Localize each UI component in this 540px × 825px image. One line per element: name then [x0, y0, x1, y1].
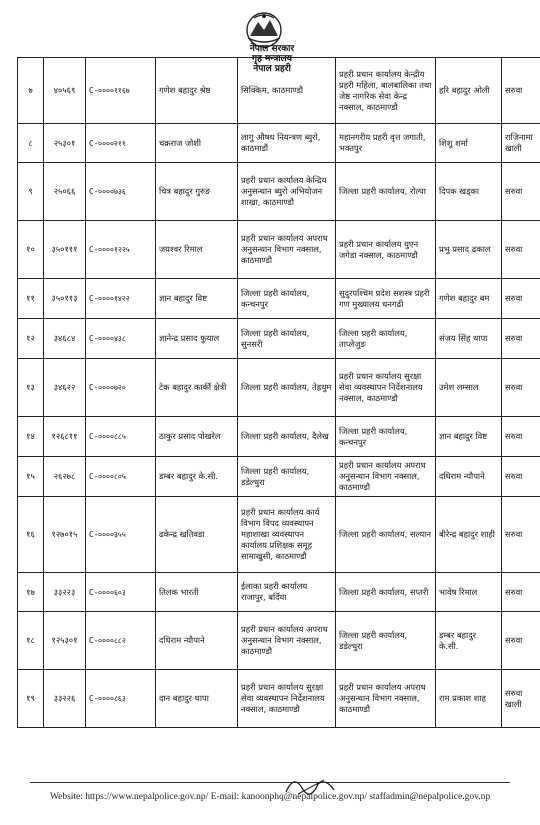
name-cell: चित्र बहादुर गुरुङ	[156, 163, 238, 221]
table-row	[18, 612, 540, 670]
table-row	[18, 417, 540, 457]
to-office-cell: जिल्ला प्रहरी कार्यालय, डडेल्धुरा	[336, 612, 436, 670]
page-footer	[0, 782, 540, 825]
table-row	[18, 359, 540, 417]
name-cell: गणेश बहादुर श्रेष्ठ	[156, 58, 238, 124]
to-office-cell: प्रहरी प्रधान कार्यालय अपराध अनुसन्धान विभाग नक्साल, काठमाण्डौ	[336, 670, 436, 728]
symbol-number-cell: C-००००१२२५	[86, 221, 156, 279]
symbol-number-cell: C-००००१४२२	[86, 279, 156, 319]
table-row	[18, 124, 540, 163]
header-title-line3: नेपाल प्रहरी	[253, 64, 291, 74]
table-row	[18, 573, 540, 612]
from-office-cell: जिल्ला प्रहरी कार्यालय, तेह्रथुम	[238, 359, 336, 417]
exchange-with-cell: राम प्रकाश शाह	[436, 670, 502, 728]
name-cell: ढकेन्द्र खतिवडा	[156, 497, 238, 573]
name-cell: ज्ञानेन्द्र प्रसाद फुयाल	[156, 319, 238, 359]
from-office-cell: जिल्ला प्रहरी कार्यालय, सुनसरी	[238, 319, 336, 359]
serial-number-cell: ९	[18, 163, 44, 221]
exchange-with-cell: दिपक खड्का	[436, 163, 502, 221]
status-cell: सरुवा	[502, 221, 540, 279]
status-cell: सरुवा	[502, 163, 540, 221]
footer-divider	[30, 782, 510, 783]
status-cell: सरुवा	[502, 612, 540, 670]
table-row	[18, 670, 540, 728]
from-office-cell: प्रहरी प्रधान कार्यालय कार्य विभाग विपद व्यवस्थापन महाशाखा व्यवस्थापन कार्यालय प्रशिक्षक समूह सामाखुसी, काठमाण्डौ	[238, 497, 336, 573]
table-row	[18, 497, 540, 573]
police-number-cell: ३३२२३	[44, 573, 86, 612]
name-cell: टेक बहादुर कार्की क्षेत्री	[156, 359, 238, 417]
police-number-cell: २६२७८	[44, 457, 86, 497]
from-office-cell: ईलाका प्रहरी कार्यालय राजापुर, बर्दिया	[238, 573, 336, 612]
table-row	[18, 221, 540, 279]
from-office-cell: प्रहरी प्रधान कार्यालय केन्द्रिय अनुसन्धान ब्युरो अभियोजन शाखा, काठमाण्डौ	[238, 163, 336, 221]
exchange-with-cell: बीरेन्द्र बहादुर शाही	[436, 497, 502, 573]
from-office-cell: जिल्ला प्रहरी कार्यालय, कन्चनपुर	[238, 279, 336, 319]
exchange-with-cell: भावेष रिमाल	[436, 573, 502, 612]
page-header	[0, 0, 540, 74]
symbol-number-cell: C-००००८०५	[86, 457, 156, 497]
from-office-cell: प्रहरी प्रधान कार्यालय सुरक्षा सेवा व्यवस्थापन निर्देशनालय नक्साल, काठमाण्डौ	[238, 670, 336, 728]
exchange-with-cell: दधिराम न्यौपाने	[436, 457, 502, 497]
police-number-cell: १२७०१५	[44, 497, 86, 573]
table-row	[18, 319, 540, 359]
from-office-cell: जिल्ला प्रहरी कार्यालय, डडेल्धुरा	[238, 457, 336, 497]
serial-number-cell: १८	[18, 612, 44, 670]
status-cell: सरुवा	[502, 497, 540, 573]
status-cell: सरुवा	[502, 457, 540, 497]
serial-number-cell: १६	[18, 497, 44, 573]
name-cell: दान बहादुर थापा	[156, 670, 238, 728]
serial-number-cell: १७	[18, 573, 44, 612]
name-cell: चक्रराज जोशी	[156, 124, 238, 163]
table-row	[18, 58, 540, 124]
exchange-with-cell: शिशु शर्मा	[436, 124, 502, 163]
header-title-line1: नेपाल सरकार	[249, 44, 295, 54]
from-office-cell: प्रहरी प्रधान कार्यालय अपराध अनुसन्धान विभाग नक्साल, काठमाण्डौ	[238, 612, 336, 670]
table-row	[18, 279, 540, 319]
symbol-number-cell: C-००००६०३	[86, 573, 156, 612]
header-title-line2: गृह मन्त्रालय	[252, 54, 292, 64]
to-office-cell: जिल्ला प्रहरी कार्यालय, कन्चनपुर	[336, 417, 436, 457]
symbol-number-cell: C-००००८६३	[86, 670, 156, 728]
status-cell: सरुवा	[502, 58, 540, 124]
exchange-with-cell: प्रभु प्रसाद ढकाल	[436, 221, 502, 279]
exchange-with-cell: गणेश बहादुर बम	[436, 279, 502, 319]
serial-number-cell: ८	[18, 124, 44, 163]
footer-contact[interactable]: Website: https://www.nepalpolice.gov.np/ E-mail: kanoonphq@nepalpolice.gov.np/ staffadmin@nepalpolice.gov.np	[49, 792, 491, 802]
status-cell: सरुवा	[502, 417, 540, 457]
from-office-cell: लागु औषध नियन्त्रण ब्युरो, काठमाडौं	[238, 124, 336, 163]
police-number-cell: ३४६२२	[44, 359, 86, 417]
police-number-cell: ४०५६९	[44, 58, 86, 124]
police-number-cell: १२५३०१	[44, 612, 86, 670]
transfer-table	[17, 57, 540, 728]
serial-number-cell: १०	[18, 221, 44, 279]
to-office-cell: महानगरीय प्रहरी वृत्त जगाती, भक्तपुर	[336, 124, 436, 163]
status-cell: सरुवा	[502, 573, 540, 612]
police-number-cell: २५३०१	[44, 124, 86, 163]
symbol-number-cell: C-००००७२०	[86, 359, 156, 417]
table-row	[18, 457, 540, 497]
police-number-cell: ३५०१११	[44, 221, 86, 279]
name-cell: तिलक भारती	[156, 573, 238, 612]
symbol-number-cell: C-००००७३६	[86, 163, 156, 221]
serial-number-cell: १९	[18, 670, 44, 728]
symbol-number-cell: C-००००८८२	[86, 612, 156, 670]
police-number-cell: ३३२२६	[44, 670, 86, 728]
police-number-cell: ३५०११३	[44, 279, 86, 319]
from-office-cell: जिल्ला प्रहरी कार्यालय, दैलेख	[238, 417, 336, 457]
serial-number-cell: १३	[18, 359, 44, 417]
symbol-number-cell: C-००००८८५	[86, 417, 156, 457]
symbol-number-cell: C-००००४३८	[86, 319, 156, 359]
symbol-number-cell: C-००००११६७	[86, 58, 156, 124]
to-office-cell: जिल्ला प्रहरी कार्यालय, रोल्पा	[336, 163, 436, 221]
exchange-with-cell: उमेश लम्साल	[436, 359, 502, 417]
name-cell: दधिराम न्यौपाने	[156, 612, 238, 670]
to-office-cell: सुदुरपश्चिम प्रदेश सशस्त्र प्रहरी गण मुख्यालय धनगढी	[336, 279, 436, 319]
from-office-cell: सिक्किम, काठमाण्डौ	[238, 58, 336, 124]
exchange-with-cell: हरि बहादुर ओली	[436, 58, 502, 124]
serial-number-cell: १२	[18, 319, 44, 359]
status-cell: सरुवा	[502, 319, 540, 359]
transfer-table-body	[18, 58, 540, 728]
exchange-with-cell: ज्ञान बहादुर विष्ट	[436, 417, 502, 457]
police-number-cell: २५०६६	[44, 163, 86, 221]
serial-number-cell: १५	[18, 457, 44, 497]
serial-number-cell: ७	[18, 58, 44, 124]
to-office-cell: जिल्ला प्रहरी कार्यालय, ताप्लेजुङ	[336, 319, 436, 359]
to-office-cell: प्रहरी प्रधान कार्यालय केन्द्रीय प्रहरी महिला, बालबालिका तथा जेष्ठ नागरिक सेवा केन्द्र नक्साल, काठमाण्डौ	[336, 58, 436, 124]
to-office-cell: प्रहरी प्रधान कार्यालय युएन जगेडा नक्साल, काठमाण्डौ	[336, 221, 436, 279]
symbol-number-cell: C-००००२११	[86, 124, 156, 163]
status-cell: राजिनामा खाली	[502, 124, 540, 163]
police-number-cell: ३४६८४	[44, 319, 86, 359]
to-office-cell: जिल्ला प्रहरी कार्यालय, सल्यान	[336, 497, 436, 573]
from-office-cell: प्रहरी प्रधान कार्यालय अपराध अनुसन्धान विभाग नक्साल, काठमाण्डौ	[238, 221, 336, 279]
serial-number-cell: ११	[18, 279, 44, 319]
to-office-cell: प्रहरी प्रधान कार्यालय अपराध अनुसन्धान विभाग नक्साल, काठमाण्डौ	[336, 457, 436, 497]
name-cell: डम्बर बहादुर के.सी.	[156, 457, 238, 497]
name-cell: ज्ञान बहादुर विष्ट	[156, 279, 238, 319]
police-number-cell: १२६८११	[44, 417, 86, 457]
symbol-number-cell: C-००००३५५	[86, 497, 156, 573]
to-office-cell: प्रहरी प्रधान कार्यालय सुरक्षा सेवा व्यवस्थापन निर्देशनालय नक्साल, काठमाण्डौ	[336, 359, 436, 417]
status-cell: सरुवा	[502, 359, 540, 417]
status-cell: सरुवा	[502, 279, 540, 319]
name-cell: जयश्वर रिमाल	[156, 221, 238, 279]
serial-number-cell: १४	[18, 417, 44, 457]
exchange-with-cell: संजय सिंह थापा	[436, 319, 502, 359]
table-row	[18, 163, 540, 221]
to-office-cell: जिल्ला प्रहरी कार्यालय, सप्तरी	[336, 573, 436, 612]
exchange-with-cell: डम्बर बहादुर के.सी.	[436, 612, 502, 670]
name-cell: ठाकुर प्रसाद पोखरेल	[156, 417, 238, 457]
status-cell: सरुवा खाली	[502, 670, 540, 728]
